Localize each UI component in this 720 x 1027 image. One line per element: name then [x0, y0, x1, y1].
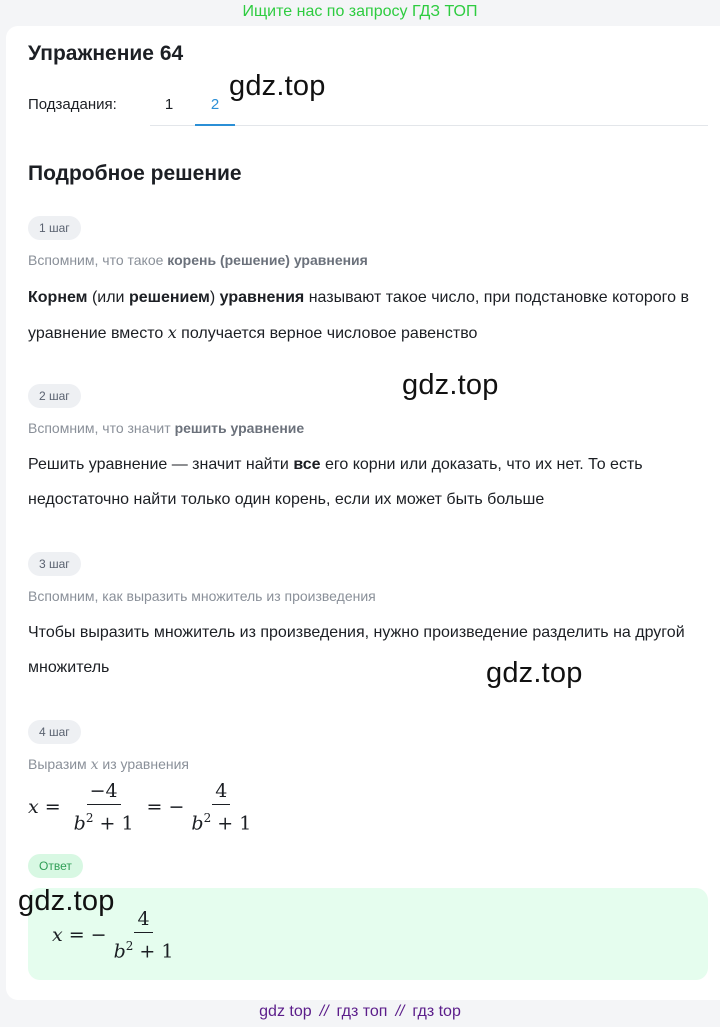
solution-title: Подробное решение	[28, 162, 242, 185]
subtasks-label: Подзадания:	[28, 96, 117, 113]
step-text-1: Корнем (или решением) уравнения называют такое число, при подстановке которого в уравнение вместо x получается верное числовое равенство	[28, 289, 689, 342]
footer-separator: //	[319, 1003, 329, 1020]
step-badge-1: 1 шаг	[28, 216, 81, 240]
watermark: gdz.top	[402, 369, 499, 401]
step-text-3: Чтобы выразить множитель из произведения, нужно произведение разделить на другой множитель	[28, 624, 685, 676]
step-text-2: Решить уравнение — значит найти все его корни или доказать, что их нет. То есть недостаточно найти только один корень, если их может быть больше	[28, 456, 643, 508]
step-hint-2: Вспомним, что значит решить уравнение	[28, 420, 305, 436]
watermark: gdz.top	[18, 885, 115, 917]
watermark: gdz.top	[229, 70, 326, 102]
answer-formula: x = − $\frac{4}{b^2 + 1}$	[52, 908, 174, 963]
footer-link-3[interactable]: гдз top	[412, 1003, 461, 1020]
step-hint-4: Выразим x из уравнения	[28, 756, 190, 773]
subtask-tab-1[interactable]: 1	[164, 96, 174, 113]
subtask-tab-2[interactable]: 2	[195, 96, 235, 126]
footer-link-2[interactable]: гдз топ	[336, 1003, 388, 1020]
step-badge-3: 3 шаг	[28, 552, 81, 576]
page-title: Упражнение 64	[28, 42, 184, 65]
footer-separator: //	[395, 1003, 405, 1020]
step-badge-2: 2 шаг	[28, 384, 81, 408]
step-hint-3: Вспомним, как выразить множитель из произведения	[28, 588, 376, 604]
subtasks-bar	[28, 92, 708, 126]
step-badge-4: 4 шаг	[28, 720, 81, 744]
answer-badge: Ответ	[28, 854, 83, 878]
footer-links	[0, 1001, 720, 1025]
watermark: gdz.top	[486, 657, 583, 689]
step-hint-1: Вспомним, что такое корень (решение) уравнения	[28, 252, 368, 268]
promo-banner[interactable]: Ищите нас по запросу ГДЗ ТОП	[242, 3, 478, 20]
step-formula-4: x = $\frac{-4}{b^2 + 1}$ = − $\frac{4}{b^2 + 1}$	[28, 780, 252, 835]
footer-link-1[interactable]: gdz top	[259, 1003, 312, 1020]
